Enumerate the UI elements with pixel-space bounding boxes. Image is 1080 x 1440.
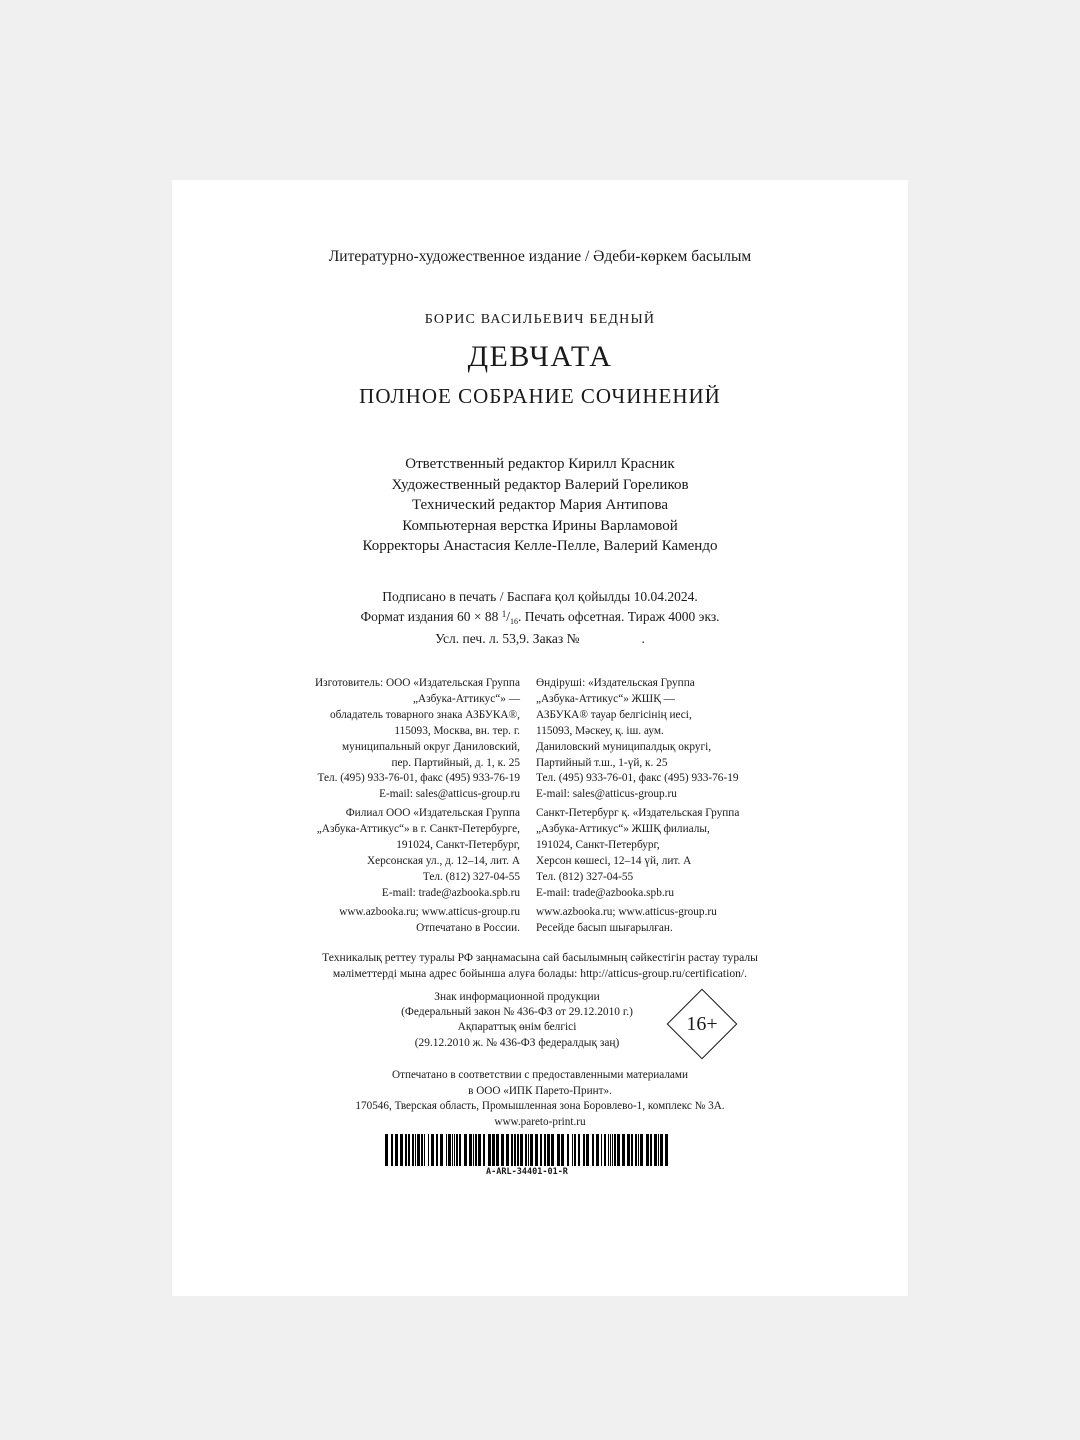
- barcode-bar: [530, 1134, 533, 1166]
- barcode-bar: [424, 1134, 425, 1166]
- format-denominator: 16: [509, 616, 518, 626]
- barcode-bar: [640, 1134, 643, 1166]
- manufacturer-branch-kz: [536, 806, 806, 901]
- email-line: E-mail: trade@azbooka.spb.ru: [381, 886, 520, 899]
- address-line: „Азбука-Аттикус“» ЖШҚ —: [536, 692, 675, 705]
- barcode-bar: [475, 1134, 477, 1166]
- barcode-bar: [506, 1134, 509, 1166]
- email-line: E-mail: trade@azbooka.spb.ru: [536, 886, 675, 899]
- manufacturer-footer-ru: [272, 905, 520, 937]
- printer-line: Отпечатано в соответствии с предоставленными материалами: [392, 1069, 688, 1081]
- credits-list: [172, 454, 908, 557]
- barcode-bar: [583, 1134, 585, 1166]
- barcode-bar: [638, 1134, 639, 1166]
- barcode-code: A-ARL-34401-01-R: [486, 1167, 568, 1177]
- barcode-bar: [395, 1134, 398, 1166]
- address-line: 115093, Москва, вн. тер. г.: [394, 724, 520, 737]
- address-line: „Азбука-Аттикус“» в г. Санкт-Петербурге,: [316, 823, 520, 836]
- manufacturer-kazakh: [536, 676, 806, 940]
- barcode-bar: [448, 1134, 451, 1166]
- credit-line: Компьютерная верстка Ирины Варламовой: [402, 517, 678, 534]
- barcode-bar: [622, 1134, 625, 1166]
- barcode-bar: [540, 1134, 542, 1166]
- address-line: Филиал ООО «Издательская Группа: [345, 807, 520, 820]
- address-line: 191024, Санкт-Петербург,: [396, 839, 520, 852]
- manufacturer-main-kz: [536, 676, 806, 803]
- barcode-bar: [446, 1134, 447, 1166]
- manufacturer-branch-ru: [272, 806, 520, 901]
- info-sign-line: (29.12.2010 ж. № 436-ФЗ федералдық заң): [414, 1036, 620, 1049]
- barcode-bar: [464, 1134, 467, 1166]
- barcode-bar: [604, 1134, 606, 1166]
- sheets-text: Усл. печ. л. 53,9. Заказ №: [435, 631, 580, 646]
- credit-line: Технический редактор Мария Антипова: [411, 497, 669, 514]
- manufacturer-footer-kz: [536, 905, 806, 937]
- barcode-bar: [412, 1134, 414, 1166]
- address-line: „Азбука-Аттикус“» ЖШҚ филиалы,: [536, 823, 710, 836]
- printer-line: www.pareto-print.ru: [494, 1115, 586, 1128]
- website-line: www.azbooka.ru; www.atticus-group.ru: [339, 905, 520, 918]
- phone-line: Тел. (812) 327-04-55: [422, 870, 520, 883]
- printer-line: 170546, Тверская область, Промышленная зона Боровлево-1, комплекс № 3А.: [355, 1100, 725, 1113]
- address-line: 191024, Санкт-Петербург,: [536, 839, 660, 852]
- barcode-bar: [492, 1134, 495, 1166]
- barcode: [385, 1134, 669, 1166]
- barcode-bar: [528, 1134, 529, 1166]
- barcode-bar: [601, 1134, 602, 1166]
- barcode-bar: [514, 1134, 516, 1166]
- address-line: Өндіруші: «Издательская Группа: [536, 677, 695, 689]
- barcode-bar: [547, 1134, 550, 1166]
- credit-line: Ответственный редактор Кирилл Красник: [405, 456, 675, 472]
- email-line: E-mail: sales@atticus-group.ru: [536, 788, 677, 801]
- barcode-bar: [428, 1134, 429, 1166]
- author-name: БОРИС ВАСИЛЬЕВИЧ БЕДНЫЙ: [424, 312, 656, 327]
- tech-regulation-line: Техникалық реттеу туралы РФ заңнамасына сай басылымның сәйкестігін растау туралы: [322, 951, 758, 964]
- barcode-bar: [627, 1134, 630, 1166]
- info-product-sign: [372, 990, 662, 1051]
- barcode-bar: [614, 1134, 616, 1166]
- address-line: АЗБУКА® тауар белгісінің иесі,: [536, 708, 692, 721]
- address-line: Санкт-Петербург қ. «Издательская Группа: [536, 807, 740, 820]
- barcode-bar: [612, 1134, 613, 1166]
- sheets-line: [172, 630, 908, 648]
- barcode-bar: [631, 1134, 633, 1166]
- address-line: пер. Партийный, д. 1, к. 25: [391, 756, 520, 769]
- barcode-bar: [660, 1134, 663, 1166]
- format-line: [172, 606, 908, 631]
- phone-line: Тел. (812) 327-04-55: [536, 870, 634, 883]
- printed-in-line: Ресейде басып шығарылған.: [536, 921, 673, 934]
- address-line: Херсон көшесі, 12–14 үй, лит. А: [536, 854, 692, 867]
- website-line: www.azbooka.ru; www.atticus-group.ru: [536, 905, 717, 918]
- credit-line: Художественный редактор Валерий Гореликов: [391, 476, 689, 493]
- barcode-bar: [405, 1134, 407, 1166]
- age-rating-text: 16+: [686, 1013, 718, 1035]
- credit-line: Корректоры Анастасия Келле-Пелле, Валерий Камендо: [362, 538, 718, 555]
- barcode-bar: [473, 1134, 474, 1166]
- barcode-bar: [488, 1134, 491, 1166]
- barcode-bar: [454, 1134, 455, 1166]
- barcode-bar: [511, 1134, 513, 1166]
- barcode-bar: [415, 1134, 416, 1166]
- barcode-bar: [440, 1134, 443, 1166]
- address-line: Изготовитель: ООО «Издательская Группа: [314, 677, 520, 689]
- barcode-bar: [501, 1134, 504, 1166]
- address-line: „Азбука-Аттикус“» —: [413, 692, 520, 705]
- tech-regulation-note: [172, 950, 908, 982]
- barcode-bar: [535, 1134, 538, 1166]
- age-rating-badge: [664, 986, 740, 1062]
- barcode-bar: [452, 1134, 453, 1166]
- barcode-bar: [650, 1134, 652, 1166]
- barcode-bar: [517, 1134, 519, 1166]
- barcode-bar: [578, 1134, 580, 1166]
- printed-in-line: Отпечатано в России.: [416, 921, 520, 934]
- barcode-bar: [400, 1134, 403, 1166]
- barcode-bar: [417, 1134, 420, 1166]
- barcode-bar: [574, 1134, 576, 1166]
- info-sign-line: Ақпараттық өнім белгісі: [457, 1021, 577, 1034]
- address-line: муниципальный округ Даниловский,: [342, 740, 520, 753]
- phone-line: Тел. (495) 933-76-01, факс (495) 933-76-19: [536, 772, 739, 785]
- info-sign-line: Знак информационной продукции: [434, 991, 600, 1003]
- edition-type: Литературно-художественное издание / Әдеби-көркем басылым: [328, 248, 752, 265]
- manufacturer-russian: [272, 676, 520, 940]
- barcode-bar: [459, 1134, 461, 1166]
- barcode-bar: [608, 1134, 609, 1166]
- barcode-bar: [572, 1134, 573, 1166]
- sheets-end: .: [641, 631, 645, 646]
- barcode-bar: [544, 1134, 546, 1166]
- format-suffix: . Печать офсетная. Тираж 4000 экз.: [517, 608, 720, 624]
- book-subtitle: ПОЛНОЕ СОБРАНИЕ СОЧИНЕНИЙ: [359, 384, 721, 408]
- barcode-bar: [592, 1134, 594, 1166]
- address-line: Даниловский муниципалдық округі,: [536, 740, 712, 753]
- format-numerator: 1: [501, 608, 507, 619]
- barcode-bar: [654, 1134, 657, 1166]
- barcode-bar: [385, 1134, 388, 1166]
- barcode-bar: [456, 1134, 458, 1166]
- address-line: 115093, Мәскеу, қ. іш. аум.: [536, 724, 664, 737]
- barcode-bar: [525, 1134, 527, 1166]
- barcode-bar: [646, 1134, 649, 1166]
- printer-info: [172, 1068, 908, 1130]
- barcode-bar: [658, 1134, 659, 1166]
- signed-line: Подписано в печать / Баспаға қол қойылды 10.04.2024.: [382, 589, 698, 604]
- barcode-bar: [478, 1134, 481, 1166]
- barcode-bar: [408, 1134, 410, 1166]
- book-imprint-page: [172, 180, 908, 1296]
- manufacturer-main-ru: [272, 676, 520, 803]
- barcode-bar: [469, 1134, 472, 1166]
- barcode-bar: [391, 1134, 393, 1166]
- barcode-bar: [561, 1134, 564, 1166]
- format-slash: /: [506, 608, 510, 624]
- barcode-bar: [520, 1134, 523, 1166]
- email-line: E-mail: sales@atticus-group.ru: [379, 788, 520, 801]
- book-title: ДЕВЧАТА: [467, 340, 613, 373]
- barcode-bar: [610, 1134, 611, 1166]
- info-sign-line: (Федеральный закон № 436-ФЗ от 29.12.2010 г.): [401, 1006, 633, 1019]
- barcode-bar: [551, 1134, 554, 1166]
- barcode-bar: [586, 1134, 589, 1166]
- barcode-bar: [436, 1134, 438, 1166]
- address-line: Партийный т.ш., 1-үй, к. 25: [536, 756, 668, 769]
- print-info: [172, 588, 908, 648]
- barcode-bar: [567, 1134, 569, 1166]
- address-line: обладатель товарного знака АЗБУКА®,: [329, 708, 520, 721]
- tech-regulation-line: мәліметтерді мына адрес бойынша алуға болады: http://atticus-group.ru/certification/.: [332, 966, 748, 980]
- printer-line: в ООО «ИПК Парето-Принт».: [468, 1084, 612, 1097]
- format-prefix: Формат издания 60 × 88: [360, 608, 502, 624]
- barcode-bar: [496, 1134, 499, 1166]
- barcode-bar: [557, 1134, 560, 1166]
- address-line: Херсонская ул., д. 12–14, лит. А: [366, 854, 520, 867]
- barcode-bar: [483, 1134, 485, 1166]
- barcode-bar: [431, 1134, 434, 1166]
- barcode-bar: [665, 1134, 668, 1166]
- barcode-bar: [635, 1134, 637, 1166]
- phone-line: Тел. (495) 933-76-01, факс (495) 933-76-19: [317, 772, 520, 785]
- barcode-bar: [421, 1134, 423, 1166]
- barcode-bar: [596, 1134, 599, 1166]
- barcode-bar: [617, 1134, 620, 1166]
